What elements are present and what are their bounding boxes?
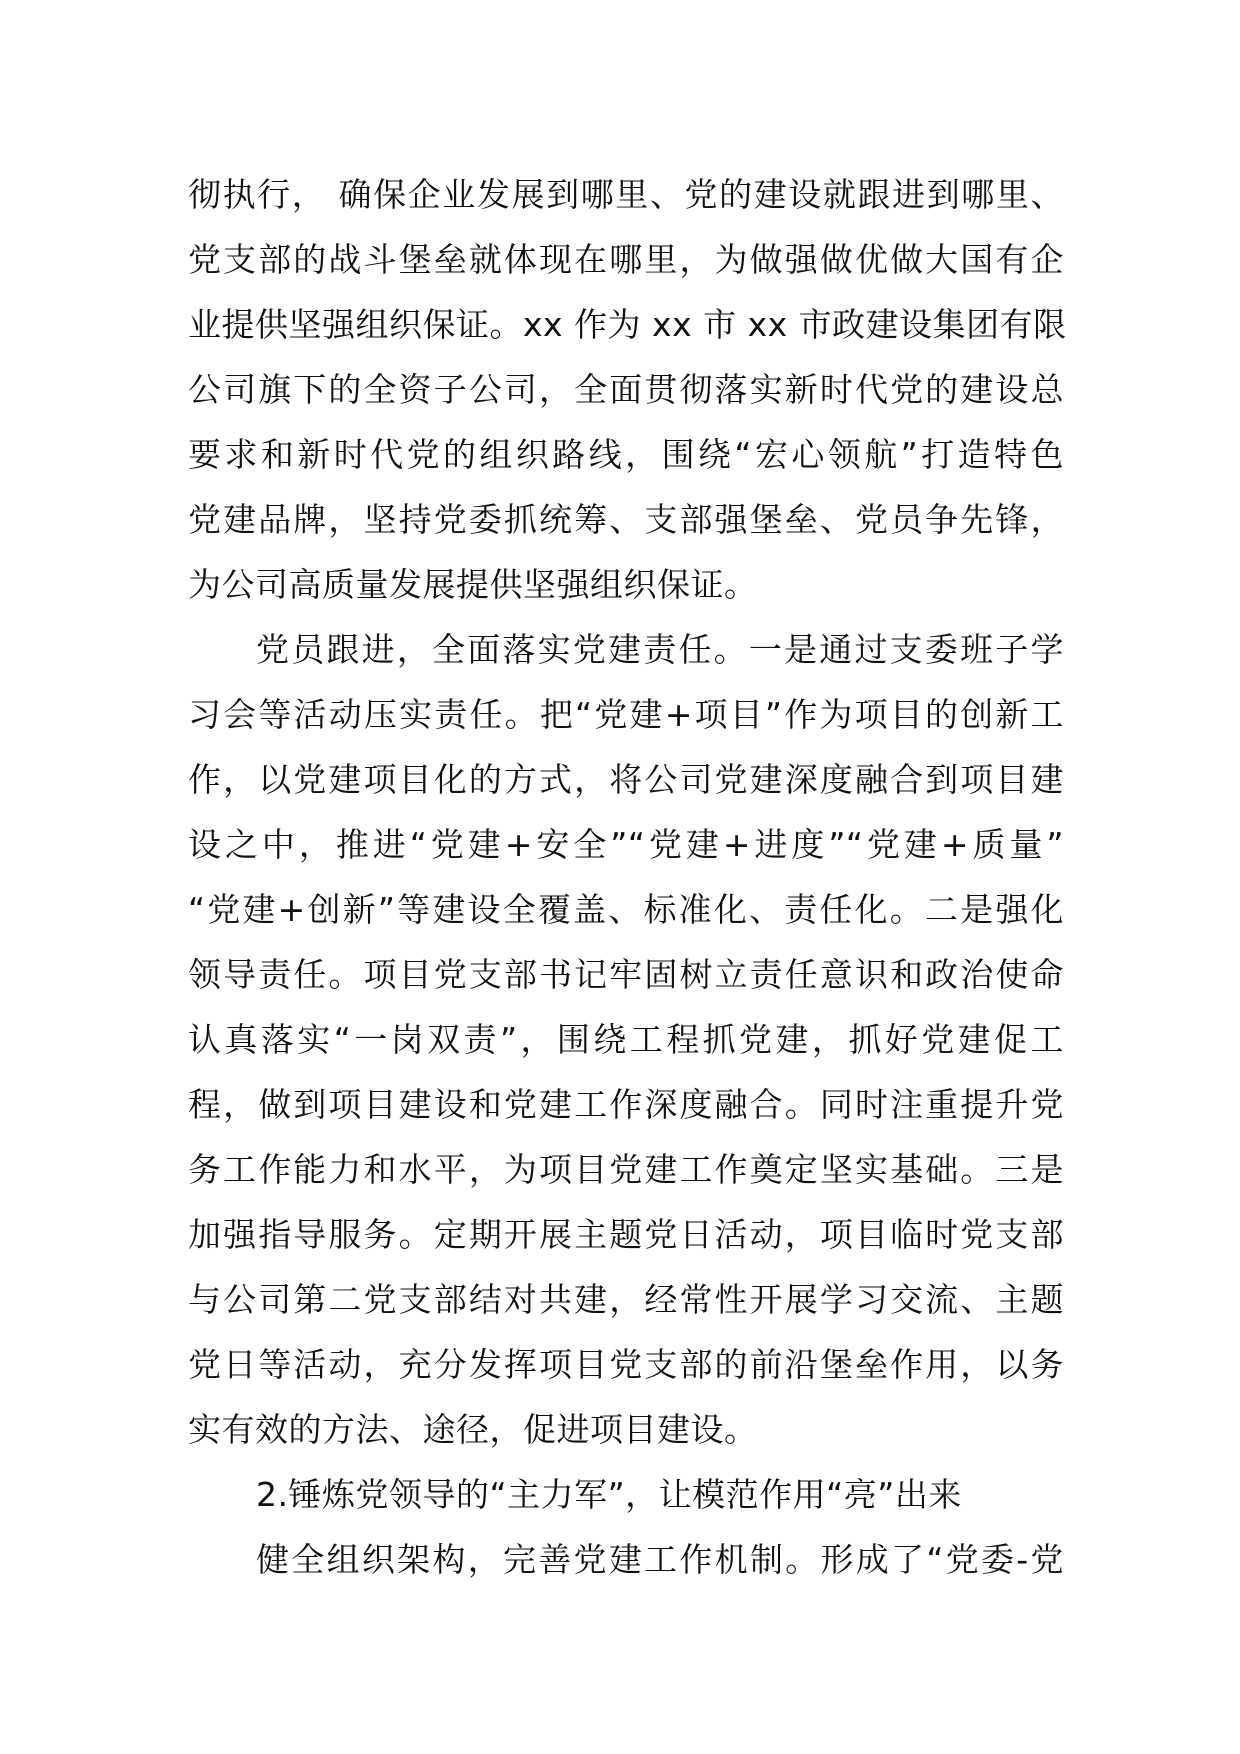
text-line: 作，以党建项目化的方式，将公司党建深度融合到项目建 xyxy=(188,760,1064,799)
text-line: 彻执行， 确保企业发展到哪里、党的建设就跟进到哪里、 xyxy=(188,175,1064,214)
text-line: 设之中，推进“党建+安全”“党建+进度”“党建+质量” xyxy=(188,825,1064,864)
text-line: 要求和新时代党的组织路线，围绕“宏心领航”打造特色 xyxy=(188,435,1064,474)
text-line: 程，做到项目建设和党建工作深度融合。同时注重提升党 xyxy=(188,1085,1064,1124)
text-line: 与公司第二党支部结对共建，经常性开展学习交流、主题 xyxy=(188,1280,1064,1319)
text-line: 党日等活动，充分发挥项目党支部的前沿堡垒作用，以务 xyxy=(188,1345,1064,1384)
text-line: 党支部的战斗堡垒就体现在哪里，为做强做优做大国有企 xyxy=(188,240,1064,279)
paragraph-first-line: 党员跟进，全面落实党建责任。一是通过支委班子学 xyxy=(256,630,1064,669)
text-line: 习会等活动压实责任。把“党建+项目”作为项目的创新工 xyxy=(188,695,1064,734)
text-line: 务工作能力和水平，为项目党建工作奠定坚实基础。三是 xyxy=(188,1150,1064,1189)
section-heading: 2.锤炼党领导的“主力军”，让模范作用“亮”出来 xyxy=(256,1475,962,1514)
text-line: 为公司高质量发展提供坚强组织保证。 xyxy=(188,565,758,604)
paragraph-first-line: 健全组织架构，完善党建工作机制。形成了“党委-党 xyxy=(256,1540,1064,1579)
document-body xyxy=(188,162,1067,1592)
text-line: “党建+创新”等建设全覆盖、标准化、责任化。二是强化 xyxy=(188,890,1064,929)
text-line: 领导责任。项目党支部书记牢固树立责任意识和政治使命 xyxy=(188,955,1064,994)
text-line: 认真落实“一岗双责”，围绕工程抓党建，抓好党建促工 xyxy=(188,1020,1064,1059)
text-line: 实有效的方法、途径，促进项目建设。 xyxy=(188,1410,758,1449)
text-line: 加强指导服务。定期开展主题党日活动，项目临时党支部 xyxy=(188,1215,1064,1254)
text-line: 公司旗下的全资子公司，全面贯彻落实新时代党的建设总 xyxy=(188,370,1064,409)
text-line: 党建品牌，坚持党委抓统筹、支部强堡垒、党员争先锋， xyxy=(188,500,1064,539)
text-line: 业提供坚强组织保证。xx 作为 xx 市 xx 市政建设集团有限 xyxy=(188,305,1067,344)
